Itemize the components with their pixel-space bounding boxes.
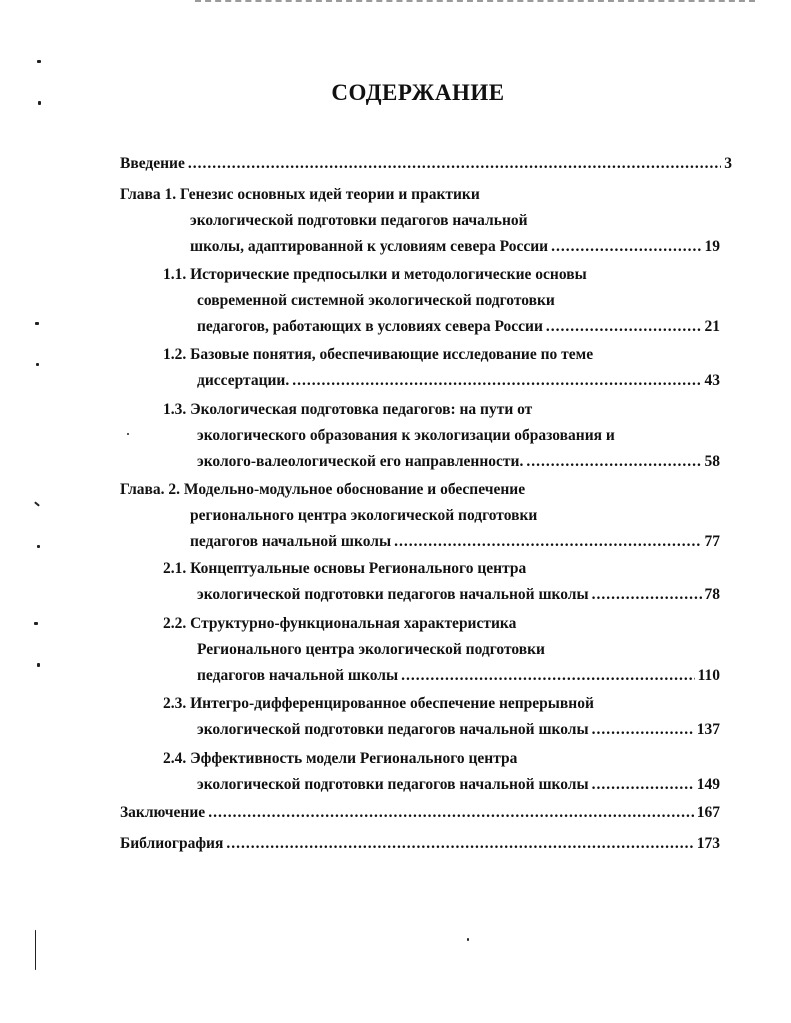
toc-entry-line: экологической подготовки педагогов начальной школы bbox=[197, 721, 589, 738]
dot-leader bbox=[394, 529, 701, 555]
toc-entry-line: Глава 1. Генезис основных идей теории и практики bbox=[120, 186, 480, 203]
dot-leader bbox=[401, 663, 695, 689]
scan-speck bbox=[38, 101, 41, 105]
scan-speck bbox=[37, 60, 41, 63]
toc-entry-line: школы, адаптированной к условиям севера России bbox=[190, 238, 549, 255]
toc-page-number: 137 bbox=[696, 721, 720, 738]
dot-leader bbox=[592, 717, 694, 743]
scan-speck bbox=[35, 322, 39, 325]
toc-page-number: 21 bbox=[704, 318, 720, 335]
toc-entry-line: эколого-валеологической его направленности. bbox=[197, 453, 524, 470]
toc-page-number: 149 bbox=[696, 776, 720, 793]
toc-entry-section-2-3[interactable] bbox=[163, 691, 720, 743]
toc-page-number: 43 bbox=[704, 372, 720, 389]
toc-entry-line: современной системной экологической подготовки bbox=[197, 292, 555, 309]
toc-entry-line: 1.1. Исторические предпосылки и методологические основы bbox=[163, 266, 587, 283]
toc-entry-section-1-1[interactable] bbox=[163, 262, 720, 340]
page-title: СОДЕРЖАНИЕ bbox=[331, 80, 505, 105]
toc-entry-line: педагогов начальной школы bbox=[197, 667, 399, 684]
toc-entry-chapter-2[interactable] bbox=[120, 477, 720, 555]
toc-entry-title: Введение bbox=[120, 155, 185, 172]
toc-entry-section-1-2[interactable] bbox=[163, 342, 720, 394]
toc-entry-line: экологического образования к экологизации образования и bbox=[197, 427, 615, 444]
scan-speck bbox=[127, 433, 129, 435]
toc-entry-line: Регионального центра экологической подготовки bbox=[197, 641, 545, 658]
toc-entry-line: 2.4. Эффективность модели Регионального центра bbox=[163, 750, 518, 767]
dot-leader bbox=[226, 831, 693, 857]
scan-speck bbox=[37, 545, 40, 548]
toc-entry-line: экологической подготовки педагогов начальной bbox=[190, 212, 528, 229]
dot-leader bbox=[592, 772, 694, 798]
toc-entry-line: педагогов, работающих в условиях севера России bbox=[197, 318, 543, 335]
toc-entry-line: 1.2. Базовые понятия, обеспечивающие исследование по теме bbox=[163, 346, 594, 363]
dot-leader bbox=[526, 449, 701, 475]
scan-speck bbox=[37, 663, 40, 667]
dot-leader bbox=[546, 314, 702, 340]
toc-page-number: 3 bbox=[724, 155, 732, 172]
toc-page-number: 173 bbox=[696, 835, 720, 852]
dot-leader bbox=[292, 368, 701, 394]
toc-entry-line: экологической подготовки педагогов начальной школы bbox=[197, 586, 589, 603]
toc-page-number: 167 bbox=[696, 804, 720, 821]
scan-speck bbox=[34, 622, 38, 625]
toc-entry-line: педагогов начальной школы bbox=[190, 533, 392, 550]
toc-entry-line: Глава. 2. Модельно-модульное обоснование и обеспечение bbox=[120, 481, 526, 498]
toc-entry-line: 2.2. Структурно-функциональная характеристика bbox=[163, 615, 517, 632]
toc-entry-line: регионального центра экологической подготовки bbox=[190, 507, 538, 524]
scan-speck bbox=[36, 363, 39, 366]
toc-entry-conclusion[interactable] bbox=[120, 800, 720, 826]
toc-entry-line: 2.3. Интегро-дифференцированное обеспечение непрерывной bbox=[163, 695, 594, 712]
toc-entry-title: Заключение bbox=[120, 804, 206, 821]
toc-entry-line: 1.3. Экологическая подготовка педагогов: на пути от bbox=[163, 401, 533, 418]
dot-leader bbox=[208, 800, 694, 826]
scan-top-edge bbox=[195, 0, 755, 5]
toc-entry-bibliography[interactable] bbox=[120, 831, 720, 857]
dot-leader bbox=[551, 234, 701, 260]
toc-entry-section-2-4[interactable] bbox=[163, 746, 720, 798]
toc-entry-section-2-1[interactable] bbox=[163, 556, 720, 608]
scan-speck bbox=[35, 930, 36, 970]
toc-page-number: 77 bbox=[704, 533, 720, 550]
dot-leader bbox=[592, 582, 702, 608]
toc-entry-line: диссертации. bbox=[197, 372, 290, 389]
toc-entry-section-1-3[interactable] bbox=[163, 397, 720, 475]
dot-leader bbox=[188, 151, 721, 177]
toc-page-number: 78 bbox=[704, 586, 720, 603]
toc-entry-title: Библиография bbox=[120, 835, 224, 852]
toc-entry-line: 2.1. Концептуальные основы Регионального центра bbox=[163, 560, 527, 577]
toc-page-number: 19 bbox=[704, 238, 720, 255]
toc-entry-chapter-1[interactable] bbox=[120, 182, 720, 260]
toc-entry-introduction[interactable] bbox=[120, 151, 732, 177]
scan-speck bbox=[467, 938, 469, 941]
toc-entry-section-2-2[interactable] bbox=[163, 611, 720, 689]
toc-page-number: 58 bbox=[704, 453, 720, 470]
scan-speck bbox=[34, 501, 40, 506]
toc-page-number: 110 bbox=[697, 667, 720, 684]
toc-entry-line: экологической подготовки педагогов начальной школы bbox=[197, 776, 589, 793]
